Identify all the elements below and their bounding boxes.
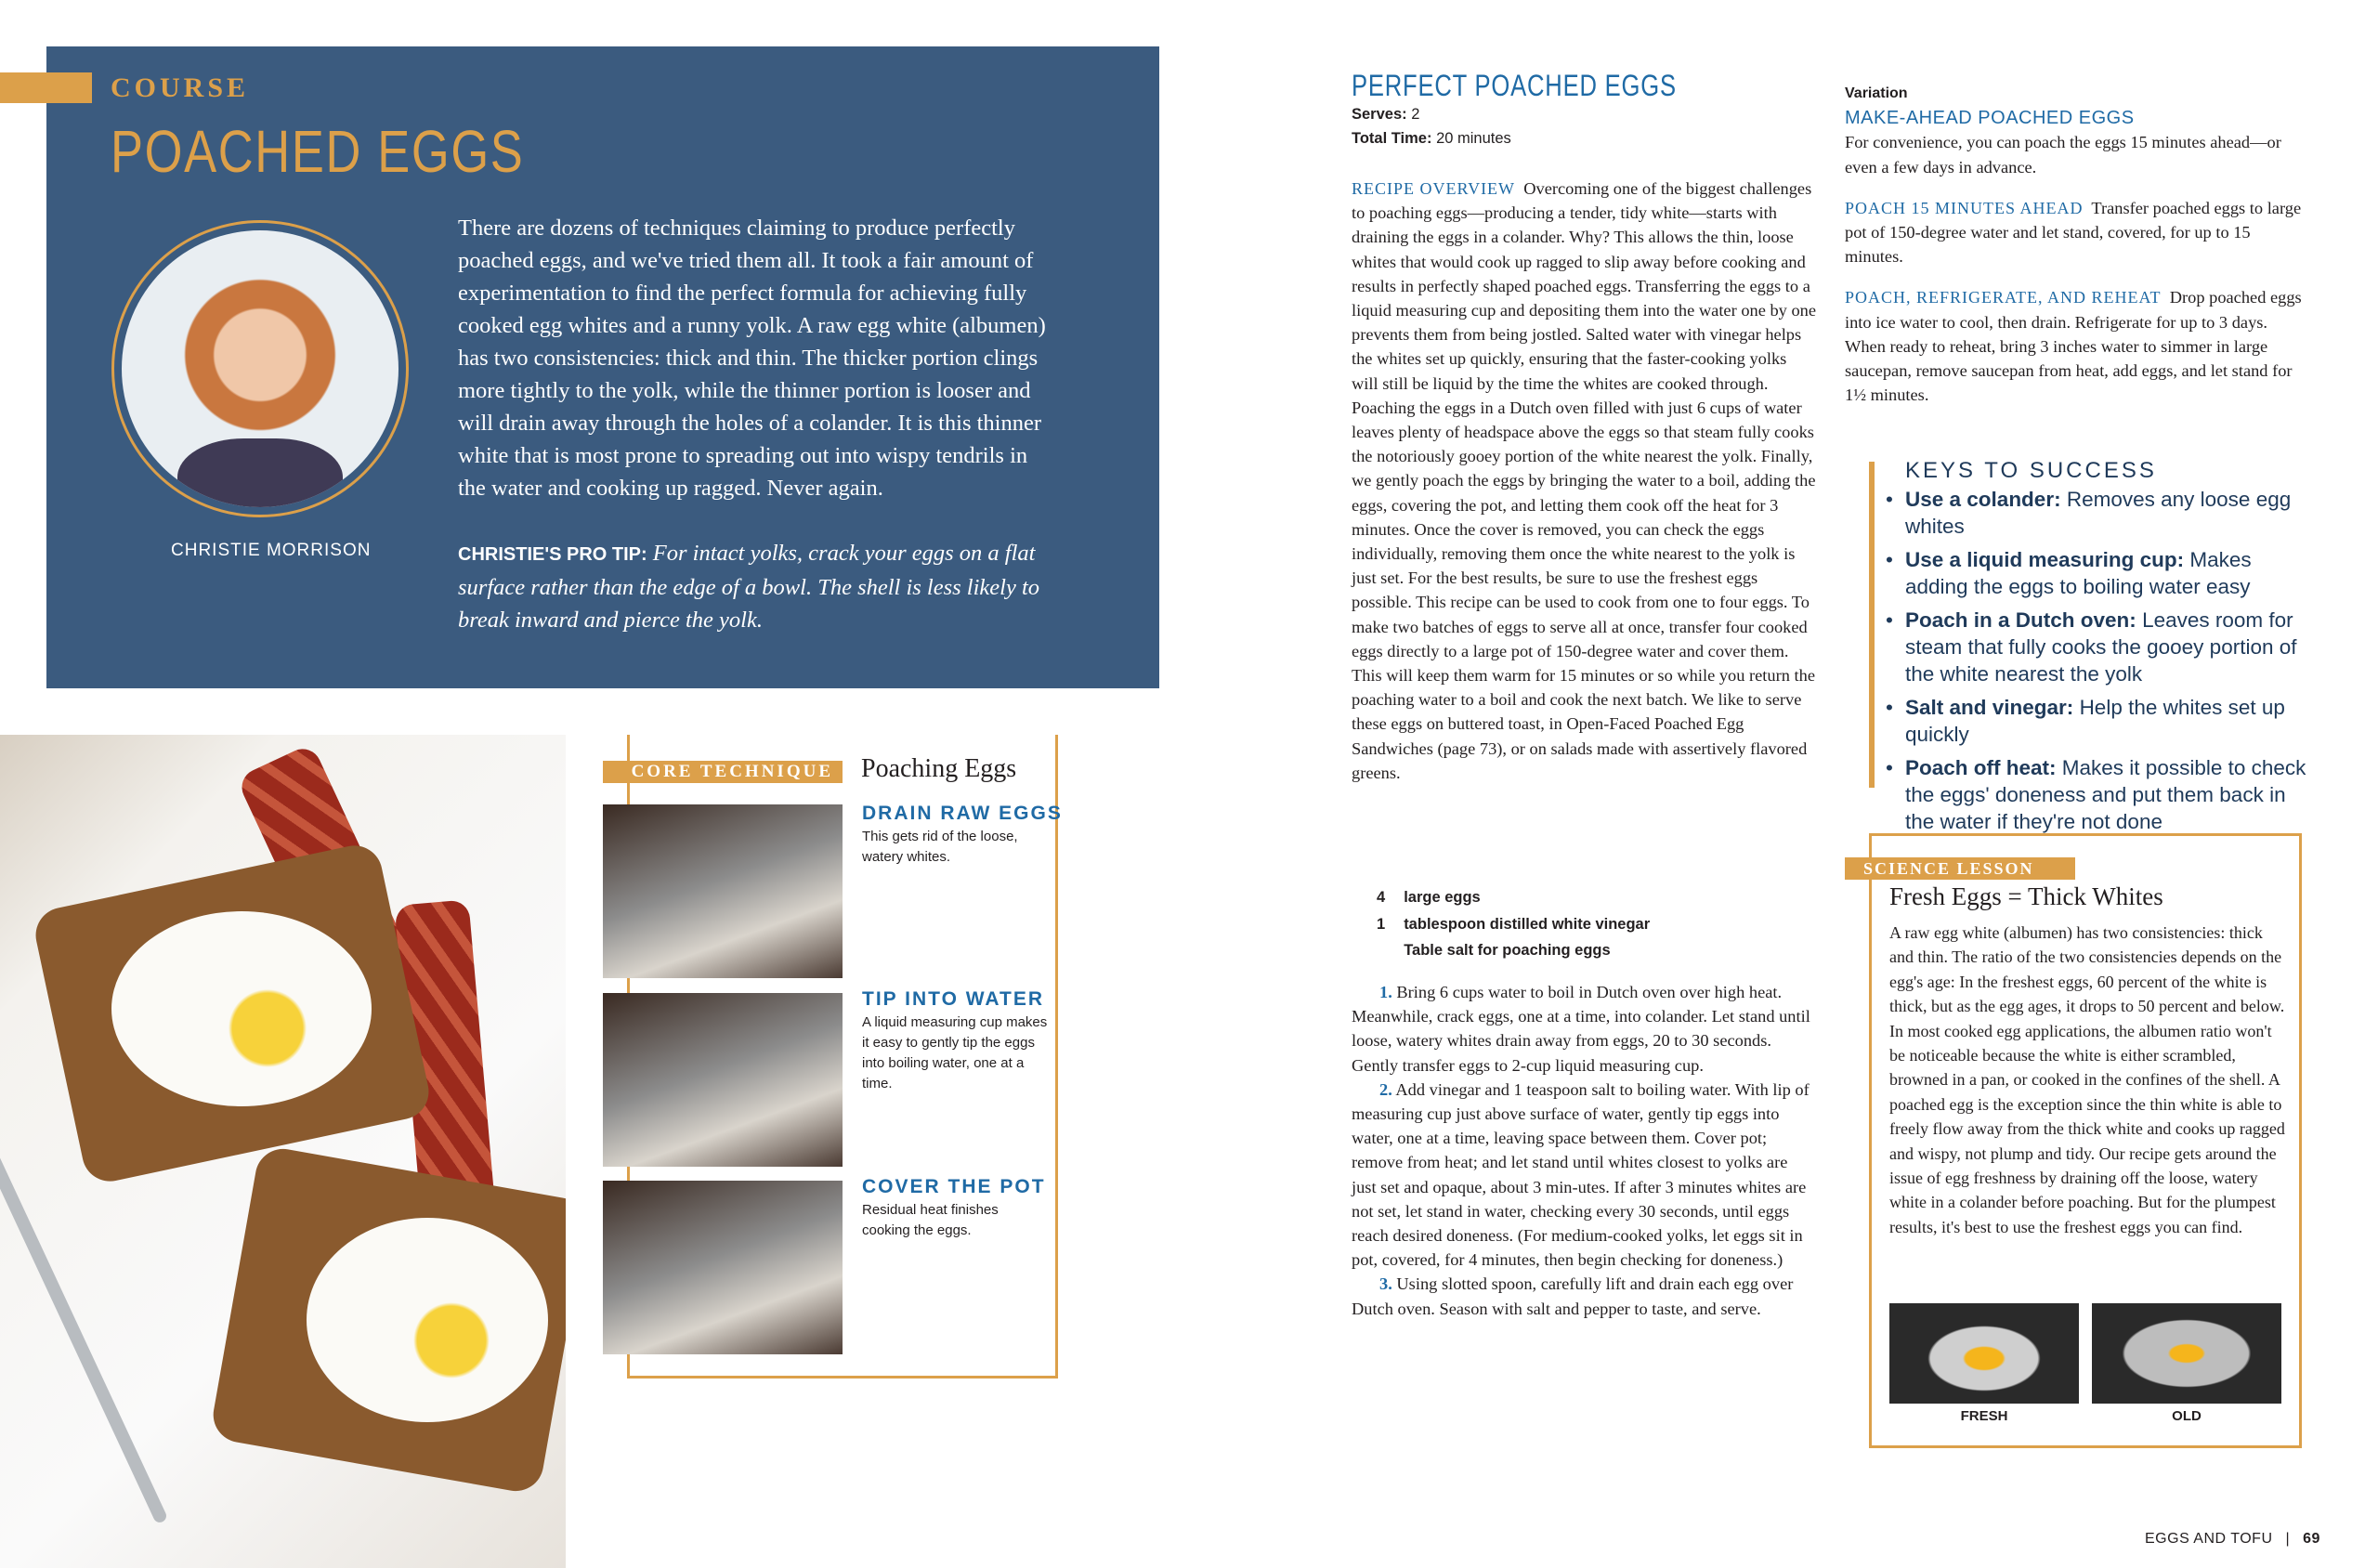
- footer-separator: |: [2285, 1531, 2291, 1547]
- key-text: Help the whites set up quickly: [1905, 696, 2285, 746]
- step-number: 3.: [1379, 1274, 1392, 1294]
- course-label: COURSE: [111, 72, 250, 103]
- step-text: A liquid measuring cup makes it easy to gently tip the eggs into boiling water, one at a time.: [862, 1014, 1048, 1091]
- intro-text: There are dozens of techniques claiming to produce perfectly poached eggs, and we've tried them all. It took a fair amount of experimentation to find the perfect formula for achieving fully cooked egg whites and a runny yolk. A raw egg white (albumen) has two consistencies: thick and thin. The thicker portion clings more tightly to the yolk, while the thinner portion is looser and will drain away through the holes of a colander. It is this thinner white that is most prone to spreading out into wispy tendrils in the water and cooking up ragged. Never again.: [458, 216, 1046, 501]
- key-bold: Salt and vinegar:: [1905, 696, 2074, 719]
- item: Table salt for poaching eggs: [1404, 942, 1611, 959]
- course-tab-bar: [0, 72, 92, 103]
- step-text: Residual heat finishes cooking the eggs.: [862, 1202, 999, 1238]
- total-time: [1352, 130, 1511, 148]
- step-text: Bring 6 cups water to boil in Dutch oven over high heat. Meanwhile, crack eggs, one at a time, into colander. Let stand until loose, watery whites drain away from eggs, 20 to 30 seconds. Gently transfer eggs to 2-cup liquid measuring cup.: [1352, 983, 1810, 1075]
- qty: 4: [1377, 889, 1386, 906]
- drain-eggs-photo: [603, 804, 843, 978]
- poached-eggs-photo: [0, 735, 566, 1568]
- page-footer: [2145, 1531, 2320, 1548]
- instructions: [1352, 980, 1816, 1321]
- pro-tip-label: CHRISTIE'S PRO TIP:: [458, 544, 647, 565]
- serves-label: Serves:: [1352, 106, 1407, 123]
- option-text: Drop poached eggs into ice water to cool, then drain. Refrigerate for up to 3 days. When ready to reheat, bring 3 inches water to simmer in large saucepan, remove saucepan from heat, add eggs, and let stand for 1½ minutes.: [1845, 288, 2302, 405]
- keys-title: KEYS TO SUCCESS: [1905, 458, 2157, 483]
- serves: [1352, 106, 1419, 124]
- page-number: 69: [2303, 1531, 2320, 1547]
- step-number: 1.: [1379, 983, 1392, 1001]
- ingredient: [1377, 938, 1666, 963]
- overview-text: Overcoming one of the biggest challenges to poaching eggs—producing a tender, tidy white—starts with draining the eggs in a colander. Why? This allows the thin, loose whites that would cook up ragged to slip away before cooking and results in perfectly shaped poached eggs. Transferring the eggs to a liquid measuring cup and depositing them into the water one by one prevents them from being jostled. Salted water with vinegar helps the whites set up quickly, ensuring that the faster-cooking yolks will still be liquid by the time the whites are cooked through. Poaching the eggs in a Dutch oven filled with just 6 cups of water leaves plenty of headspace above the eggs so that steam fully cooks the notoriously gooey portion of the white nearest the yolk. Finally, we gently poach the eggs by bringing the water to a boil, adding the eggs, covering the pot, and letting them cook off the heat for 3 minutes. Once the cover is removed, you can check the eggs individually, removing them once the white nearest to the yolk is just set. For the best results, be sure to use the freshest eggs possible. This recipe can be used to cook from one to four eggs. To make two batches of eggs to serve all at once, transfer four cooked eggs directly to a large pot of 150-degree water and cover them. This will keep them warm for 15 minutes or so while you return the poaching water to a boil and cook the next batch. We like to serve these eggs on buttered toast, in Open-Faced Poached Egg Sandwiches (page 73), or on salads made with assertively flavored greens.: [1352, 179, 1817, 782]
- key-item: [1886, 486, 2313, 540]
- variation-option: [1845, 196, 2305, 269]
- keys-accent-bar: [1869, 462, 1875, 788]
- science-banner: SCIENCE LESSON: [1845, 857, 2075, 880]
- key-bold: Poach in a Dutch oven:: [1905, 608, 2136, 632]
- variation-label: Variation: [1845, 85, 1908, 101]
- key-text: Makes it possible to check the eggs' doneness and put them back in the water if they're not done: [1905, 756, 2306, 833]
- step-text: Add vinegar and 1 teaspoon salt to boiling water. With lip of measuring cup just above surface of water, gently tip eggs into water, one at a time, leaving space between them. Cover pot; remove from heat; and let stand until whites closest to yolks are just set and opaque, about 3 min-utes. If after 3 minutes whites are not set, let stand in water, checking every 30 seconds, until eggs reach desired doneness. (For medium-cooked yolks, let eggs sit in pot, covered, for 4 minutes, then begin checking for doneness.): [1352, 1079, 1810, 1270]
- variation-title: MAKE-AHEAD POACHED EGGS: [1845, 108, 2135, 129]
- page-title: POACHED EGGS: [111, 118, 525, 185]
- key-text: Makes adding the eggs to boiling water easy: [1905, 548, 2252, 598]
- instruction-step: [1352, 1078, 1816, 1273]
- cover-pot-photo: [603, 1181, 843, 1354]
- item: large eggs: [1404, 889, 1481, 906]
- ingredients-list: [1375, 883, 1668, 965]
- time-label: Total Time:: [1352, 130, 1432, 147]
- variation-intro: For convenience, you can poach the eggs 15 minutes ahead—or even a few days in advance.: [1845, 133, 2281, 176]
- key-item: [1886, 694, 2313, 748]
- item: tablespoon distilled white vinegar: [1404, 915, 1651, 933]
- key-bold: Use a liquid measuring cup:: [1905, 548, 2185, 571]
- keys-to-success: [1886, 457, 2313, 842]
- key-bold: Poach off heat:: [1905, 756, 2057, 779]
- time-value: 20 minutes: [1436, 130, 1511, 147]
- ingredient: [1377, 912, 1666, 937]
- recipe-title: PERFECT POACHED EGGS: [1352, 69, 1677, 102]
- old-egg-photo: [2092, 1303, 2281, 1404]
- step-heading: COVER THE POT: [862, 1176, 1046, 1197]
- pro-tip-text: For intact yolks, crack your eggs on a flat surface rather than the edge of a bowl. The shell is less likely to break inward and pierce the yolk.: [458, 541, 1040, 633]
- science-body: A raw egg white (albumen) has two consistencies: thick and thin. The ratio of the two consistencies depends on the egg's age: In the freshest eggs, 60 percent of the white is thick, but as the egg ages, it drops to 50 percent and below. In most cooked egg applications, the albumen ratio won't be noticeable because the white is either scrambled, browned in a pan, or cooked in the confines of the shell. A poached egg is the exception since the thin white is able to freely flow away from the thick white and cooks up ragged and wispy, not plump and tidy. Our recipe gets around the issue of egg freshness by draining off the loose, watery white in a colander before poaching. But for the plumpest results, it's best to use the freshest eggs you can find.: [1889, 923, 2285, 1236]
- tip-into-water-photo: [603, 993, 843, 1167]
- science-title: Fresh Eggs = Thick Whites: [1889, 882, 2163, 910]
- key-text: Leaves room for steam that fully cooks the gooey portion of the white nearest the yolk: [1905, 608, 2297, 686]
- key-item: [1886, 546, 2313, 600]
- author-name: CHRISTIE MORRISON: [171, 541, 372, 560]
- old-label: OLD: [2172, 1408, 2202, 1424]
- pro-tip: [458, 537, 1052, 636]
- step-number: 2.: [1379, 1079, 1392, 1099]
- option-label: POACH, REFRIGERATE, AND REHEAT: [1845, 288, 2162, 307]
- fresh-label: FRESH: [1960, 1408, 2008, 1424]
- step-heading: DRAIN RAW EGGS: [862, 803, 1063, 824]
- author-portrait: [111, 220, 409, 517]
- variation-option: [1845, 285, 2305, 407]
- key-item: [1886, 754, 2313, 835]
- key-bold: Use a colander:: [1905, 488, 2061, 511]
- option-text: Transfer poached eggs to large pot of 150-degree water and let stand, covered, for up to 15 minutes.: [1845, 198, 2302, 267]
- step-text: Using slotted spoon, carefully lift and drain each egg over Dutch oven. Season with salt and pepper to taste, and serve.: [1352, 1274, 1794, 1318]
- key-item: [1886, 607, 2313, 687]
- qty: 1: [1377, 915, 1386, 933]
- instruction-step: [1352, 980, 1816, 1078]
- step-heading: TIP INTO WATER: [862, 988, 1045, 1010]
- ingredient: [1377, 885, 1666, 910]
- section-name: EGGS AND TOFU: [2145, 1531, 2273, 1547]
- recipe-overview: [1352, 176, 1816, 785]
- variation-section: [1845, 82, 2305, 424]
- key-text: Removes any loose egg whites: [1905, 488, 2292, 538]
- qty: [1377, 938, 1402, 963]
- fresh-egg-photo: [1889, 1303, 2079, 1404]
- instruction-step: [1352, 1272, 1816, 1320]
- serves-value: 2: [1411, 106, 1420, 123]
- overview-label: RECIPE OVERVIEW: [1352, 179, 1516, 198]
- core-technique-title: Poaching Eggs: [861, 754, 1017, 783]
- step-text: This gets rid of the loose, watery whites.: [862, 829, 1018, 865]
- option-label: POACH 15 MINUTES AHEAD: [1845, 198, 2084, 217]
- core-technique-banner: CORE TECHNIQUE: [603, 761, 843, 783]
